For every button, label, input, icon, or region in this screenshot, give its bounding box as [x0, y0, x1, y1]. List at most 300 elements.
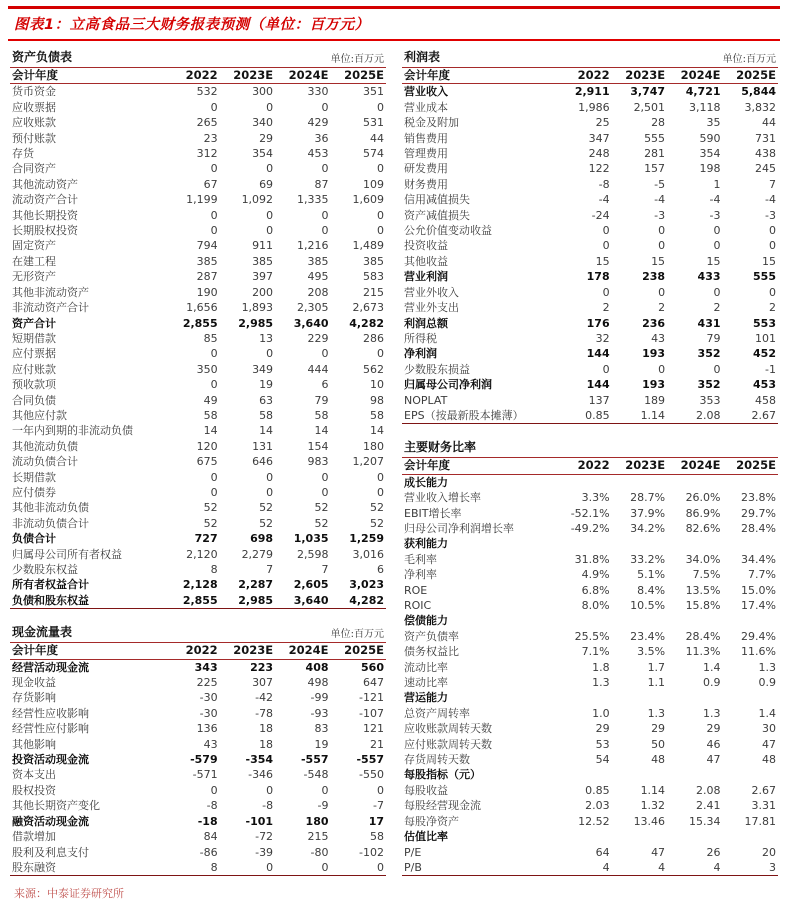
cell-value: 193	[642, 347, 666, 361]
cell-value: 20	[762, 845, 776, 859]
row-label: 信用减值损失	[404, 193, 470, 207]
cell-value: 286	[363, 331, 384, 345]
cell-value: 911	[252, 239, 274, 253]
cell-value: 1	[713, 177, 721, 191]
cell-value: 340	[252, 116, 274, 130]
cell-value: 98	[370, 393, 384, 407]
cell-value: 58	[314, 408, 329, 422]
cell-value: 7	[266, 563, 274, 576]
cell-value: -5	[654, 177, 666, 191]
cell-value: 0	[210, 100, 218, 114]
year-column-header: 2024E	[275, 68, 330, 84]
cell-value: 343	[194, 660, 218, 674]
table-row	[10, 547, 386, 562]
income-statement-table	[402, 47, 778, 424]
cell-value: 2,128	[182, 578, 218, 592]
cell-value: -24	[591, 208, 610, 222]
cell-value: 675	[196, 455, 218, 469]
table-row	[402, 721, 778, 736]
cell-value: 0	[321, 470, 329, 484]
table-row	[402, 629, 778, 644]
section-row	[402, 829, 778, 844]
cell-value: 29.4%	[741, 629, 776, 643]
row-label: EBIT增长率	[404, 506, 462, 520]
cell-value: 553	[753, 316, 776, 330]
table-row	[402, 84, 778, 100]
table-row	[10, 208, 386, 223]
section-row	[402, 536, 778, 551]
cell-value: -557	[356, 753, 384, 767]
table-header-row	[10, 68, 386, 84]
cell-value: 17.4%	[741, 599, 776, 612]
cell-value: 2,598	[297, 547, 329, 561]
cell-value: 3	[769, 860, 776, 874]
table-title: 主要财务比率	[404, 440, 477, 455]
table-row	[402, 737, 778, 752]
cell-value: 29.7%	[741, 506, 776, 520]
cell-value: 154	[307, 439, 329, 453]
cell-value: 354	[252, 147, 274, 161]
row-label: 存货影响	[12, 691, 56, 705]
row-label: 财务费用	[404, 177, 448, 191]
cell-value: 646	[252, 455, 274, 469]
cash-flow-grid	[10, 643, 386, 876]
cell-value: 0	[377, 100, 384, 114]
cell-value: 178	[586, 270, 610, 284]
table-row	[10, 100, 386, 115]
cell-value: 1.3	[592, 676, 610, 690]
cell-value: 6	[377, 563, 384, 576]
cell-value: 64	[595, 845, 610, 859]
table-row	[402, 223, 778, 238]
row-label: 货币资金	[12, 85, 56, 99]
unit-label: 单位:百万元	[330, 629, 384, 641]
section-row	[402, 767, 778, 782]
table-row	[10, 562, 386, 577]
row-label: 所有者权益合计	[12, 578, 89, 592]
table-row	[10, 285, 386, 300]
cell-value: 31.8%	[574, 552, 610, 566]
cell-value: 7.5%	[692, 568, 721, 582]
table-row	[10, 500, 386, 515]
table-row	[10, 470, 386, 485]
row-label: 其他流动负债	[12, 439, 78, 453]
cell-value: 385	[363, 254, 384, 268]
row-label: 营业利润	[404, 270, 448, 284]
cell-value: 0	[769, 224, 776, 238]
cell-value: 3,640	[293, 316, 329, 330]
cell-value: 531	[363, 116, 384, 130]
row-label: 其他收益	[404, 254, 448, 268]
cell-value: 453	[753, 378, 776, 392]
cell-value: 15.8%	[685, 599, 721, 612]
cell-value: 157	[644, 162, 666, 176]
cell-value: 120	[196, 439, 218, 453]
row-label: 营业收入	[404, 85, 448, 99]
cell-value: 25.5%	[574, 629, 610, 643]
cell-value: 0	[769, 285, 776, 299]
table-row	[402, 254, 778, 269]
cell-value: 1,035	[293, 532, 329, 546]
row-label: 股权投资	[12, 783, 56, 797]
year-column-header: 2022	[164, 68, 219, 84]
cell-value: 19	[314, 737, 329, 751]
year-column-header: 2025E	[723, 458, 778, 474]
cell-value: -4	[709, 193, 721, 207]
cell-value: -80	[310, 845, 329, 859]
cell-value: 3,832	[744, 100, 776, 114]
cell-value: 498	[307, 676, 329, 690]
cell-value: 0	[210, 347, 218, 361]
cell-value: 245	[755, 162, 776, 176]
cell-value: 347	[588, 131, 610, 145]
cash-flow-table	[10, 622, 386, 876]
cell-value: 4.9%	[581, 568, 610, 582]
cell-value: 50	[651, 737, 666, 751]
cell-value: 0.85	[585, 783, 610, 797]
cell-value: 794	[196, 239, 218, 253]
table-row	[10, 146, 386, 161]
cell-value: 52	[314, 501, 329, 515]
cell-value: 429	[307, 116, 329, 130]
cell-value: 2,305	[297, 301, 329, 315]
table-row	[10, 84, 386, 100]
cell-value: 52	[259, 516, 274, 530]
cell-value: 0	[602, 362, 610, 376]
table-header-row	[10, 643, 386, 659]
row-label: 短期借款	[12, 331, 56, 345]
cell-value: 0	[713, 239, 721, 253]
cell-value: 121	[363, 722, 384, 736]
section-label: 获利能力	[404, 537, 448, 551]
cell-value: 58	[370, 830, 384, 844]
left-column	[10, 47, 386, 901]
table-row	[402, 583, 778, 598]
balance-sheet-header	[10, 47, 386, 68]
cell-value: -49.2%	[570, 521, 610, 535]
table-row	[402, 300, 778, 315]
row-label: ROE	[404, 583, 428, 597]
cell-value: 18	[259, 722, 274, 736]
row-label: 净利润	[404, 347, 437, 361]
income-statement-header	[402, 47, 778, 68]
row-label: 其他非流动资产	[12, 285, 89, 299]
row-label: 合同资产	[12, 162, 56, 176]
table-row	[402, 331, 778, 346]
figure-title: 图表1：立高食品三大财务报表预测（单位：百万元）	[14, 17, 370, 33]
cell-value: 28	[651, 116, 666, 130]
cell-value: 54	[595, 753, 610, 767]
cell-value: 0	[210, 162, 218, 176]
cell-value: 0	[321, 783, 329, 797]
row-label: 资本支出	[12, 768, 56, 782]
cell-value: -86	[199, 845, 218, 859]
row-label: 经营性应付影响	[12, 722, 89, 736]
cell-value: 13	[259, 331, 274, 345]
report-figure	[8, 0, 780, 901]
cell-value: 58	[203, 408, 218, 422]
table-header-row	[402, 68, 778, 84]
cell-value: 1,199	[186, 193, 218, 207]
cell-value: 44	[370, 131, 384, 145]
cell-value: 281	[644, 147, 666, 161]
cell-value: 562	[363, 362, 384, 376]
cell-value: 19	[259, 378, 274, 392]
cell-value: -571	[192, 768, 218, 782]
cell-value: 34.4%	[741, 552, 776, 566]
cell-value: 433	[697, 270, 721, 284]
table-row	[10, 131, 386, 146]
row-label: 股利及利息支付	[12, 845, 89, 859]
row-label: 融资活动现金流	[12, 814, 89, 828]
cell-value: 431	[697, 316, 721, 330]
cell-value: 3,016	[352, 547, 384, 561]
cell-value: 1.4	[758, 706, 776, 720]
cell-value: 44	[762, 116, 776, 130]
cell-value: 8.0%	[581, 599, 610, 612]
year-column-header: 2023E	[612, 68, 667, 84]
fiscal-year-label: 会计年度	[10, 643, 164, 659]
cell-value: 1,259	[349, 532, 384, 546]
cell-value: 458	[755, 393, 776, 407]
cell-value: 1.7	[647, 660, 666, 674]
row-label: 无形资产	[12, 270, 56, 284]
cell-value: 5,844	[741, 85, 776, 99]
cell-value: 983	[307, 455, 329, 469]
cell-value: 590	[699, 131, 721, 145]
cell-value: 0	[321, 485, 329, 499]
cell-value: 1,207	[352, 455, 384, 469]
row-label: 存货	[12, 147, 34, 161]
cell-value: 0	[377, 860, 384, 874]
cell-value: 69	[259, 177, 274, 191]
cell-value: 229	[307, 331, 329, 345]
table-row	[402, 100, 778, 115]
cell-value: 0	[602, 285, 610, 299]
row-label: ROIC	[404, 599, 432, 612]
table-row	[402, 208, 778, 223]
cell-value: 2,287	[238, 578, 274, 592]
fiscal-year-label: 会计年度	[402, 458, 556, 474]
table-row	[402, 675, 778, 690]
cell-value: 236	[642, 316, 666, 330]
cell-value: 1.1	[647, 676, 666, 690]
cell-value: 0	[321, 208, 329, 222]
cell-value: 46	[706, 737, 721, 751]
cell-value: 1,986	[578, 100, 610, 114]
table-row	[10, 814, 386, 829]
row-label: 经营活动现金流	[12, 660, 89, 674]
row-label: 其他应付款	[12, 408, 67, 422]
table-row	[10, 577, 386, 592]
table-row	[10, 161, 386, 176]
cell-value: 287	[196, 270, 218, 284]
cell-value: 397	[252, 270, 274, 284]
cell-value: 0	[266, 783, 274, 797]
cell-value: 36	[314, 131, 329, 145]
cell-value: 15	[762, 254, 776, 268]
cell-value: 0	[377, 208, 384, 222]
year-column-header: 2024E	[275, 643, 330, 659]
cell-value: 0	[266, 208, 274, 222]
cell-value: 2,985	[238, 316, 274, 330]
cell-value: 17	[368, 814, 384, 828]
cell-value: 63	[259, 393, 274, 407]
cell-value: 1.3	[647, 706, 666, 720]
row-label: 预付账款	[12, 131, 56, 145]
table-row	[402, 377, 778, 392]
section-row	[402, 690, 778, 705]
cell-value: 3,640	[293, 593, 329, 607]
table-row	[402, 814, 778, 829]
year-column-header: 2024E	[667, 458, 722, 474]
cell-value: -4	[765, 193, 776, 207]
cell-value: 3.5%	[637, 645, 666, 659]
cell-value: 82.6%	[685, 521, 721, 535]
cell-value: 52	[203, 501, 218, 515]
row-label: 所得税	[404, 331, 437, 345]
table-row	[402, 845, 778, 860]
table-title: 利润表	[404, 50, 441, 64]
cell-value: 11.3%	[685, 645, 721, 659]
row-label: 归母公司净利润增长率	[404, 521, 514, 535]
cell-value: 43	[203, 737, 218, 751]
cash-flow-header	[10, 622, 386, 643]
cell-value: -78	[255, 706, 274, 720]
table-row	[10, 593, 386, 609]
row-label: 速动比率	[404, 676, 448, 690]
cell-value: -3	[654, 208, 666, 222]
cell-value: 1.0	[592, 706, 610, 720]
cell-value: 0	[210, 208, 218, 222]
table-row	[10, 269, 386, 284]
cell-value: 0	[266, 860, 274, 874]
table-row	[402, 552, 778, 567]
cell-value: 0.9	[703, 676, 721, 690]
table-row	[10, 393, 386, 408]
cell-value: 52	[259, 501, 274, 515]
row-label: 少数股东损益	[404, 362, 470, 376]
row-label: 长期股权投资	[12, 224, 78, 238]
cell-value: 23.8%	[741, 491, 776, 505]
year-column-header: 2025E	[331, 643, 386, 659]
table-row	[402, 146, 778, 161]
table-row	[402, 269, 778, 284]
cell-value: -354	[245, 753, 274, 767]
row-label: 借款增加	[12, 830, 56, 844]
fiscal-year-label: 会计年度	[402, 68, 556, 84]
table-header-row	[402, 458, 778, 474]
cell-value: -30	[199, 691, 218, 705]
cell-value: 47	[651, 845, 666, 859]
cell-value: 0	[377, 485, 384, 499]
cell-value: -93	[310, 706, 329, 720]
cell-value: 52	[314, 516, 329, 530]
cell-value: 4	[713, 860, 721, 874]
cell-value: -346	[248, 768, 274, 782]
cell-value: 0	[769, 239, 776, 253]
cell-value: 15	[651, 254, 666, 268]
year-column-header: 2023E	[220, 68, 275, 84]
cell-value: 26.0%	[685, 491, 721, 505]
cell-value: 0	[266, 162, 274, 176]
cell-value: 79	[706, 331, 721, 345]
cell-value: 136	[196, 722, 218, 736]
table-row	[402, 131, 778, 146]
cell-value: 190	[196, 285, 218, 299]
cell-value: 208	[307, 285, 329, 299]
figure-title-bar	[8, 6, 780, 41]
cell-value: 32	[595, 331, 610, 345]
cell-value: 560	[361, 660, 384, 674]
cell-value: 0	[602, 224, 610, 238]
row-label: 税金及附加	[404, 116, 459, 130]
cell-value: 354	[699, 147, 721, 161]
cell-value: 1.3	[703, 706, 721, 720]
table-row	[10, 408, 386, 423]
cell-value: 0	[377, 162, 384, 176]
row-label: 应付票据	[12, 347, 56, 361]
cell-value: 1,489	[352, 239, 384, 253]
row-label: 其他非流动负债	[12, 501, 89, 515]
table-row	[10, 362, 386, 377]
row-label: 流动负债合计	[12, 455, 78, 469]
cell-value: 2,985	[238, 593, 274, 607]
cell-value: 28.4%	[741, 521, 776, 535]
cell-value: 0	[713, 362, 721, 376]
cell-value: 144	[586, 347, 610, 361]
row-label: P/E	[404, 845, 422, 859]
table-row	[10, 531, 386, 546]
financial-ratios-table	[402, 437, 778, 876]
cell-value: 0	[210, 470, 218, 484]
row-label: 负债和股东权益	[12, 593, 89, 607]
table-row	[10, 454, 386, 469]
cell-value: -557	[300, 753, 329, 767]
cell-value: 1,893	[241, 301, 274, 315]
cell-value: 0	[266, 347, 274, 361]
row-label: 非流动资产合计	[12, 301, 89, 315]
table-row	[402, 521, 778, 536]
cell-value: 0	[321, 860, 329, 874]
row-label: 其他流动资产	[12, 177, 78, 191]
cell-value: 0	[377, 470, 384, 484]
cell-value: 312	[196, 147, 218, 161]
cell-value: 34.2%	[630, 521, 666, 535]
row-label: 销售费用	[404, 131, 448, 145]
cell-value: 7	[769, 177, 776, 191]
row-label: 流动比率	[404, 660, 448, 674]
cell-value: 3,747	[630, 85, 666, 99]
cell-value: 1,656	[186, 301, 218, 315]
cell-value: 0	[658, 362, 666, 376]
cell-value: 0	[266, 485, 274, 499]
cell-value: 193	[642, 378, 666, 392]
balance-sheet-table	[10, 47, 386, 609]
table-row	[402, 115, 778, 130]
row-label: 其他影响	[12, 737, 56, 751]
table-row	[10, 316, 386, 331]
cell-value: 2	[658, 301, 666, 315]
row-label: 应收账款周转天数	[404, 722, 492, 736]
financial-ratios-grid	[402, 458, 778, 876]
cell-value: 2	[769, 301, 776, 315]
cell-value: 13.46	[633, 814, 666, 828]
cell-value: 10.5%	[630, 599, 666, 612]
cell-value: 0	[377, 224, 384, 238]
table-row	[10, 860, 386, 876]
cell-value: 5.1%	[637, 568, 666, 582]
